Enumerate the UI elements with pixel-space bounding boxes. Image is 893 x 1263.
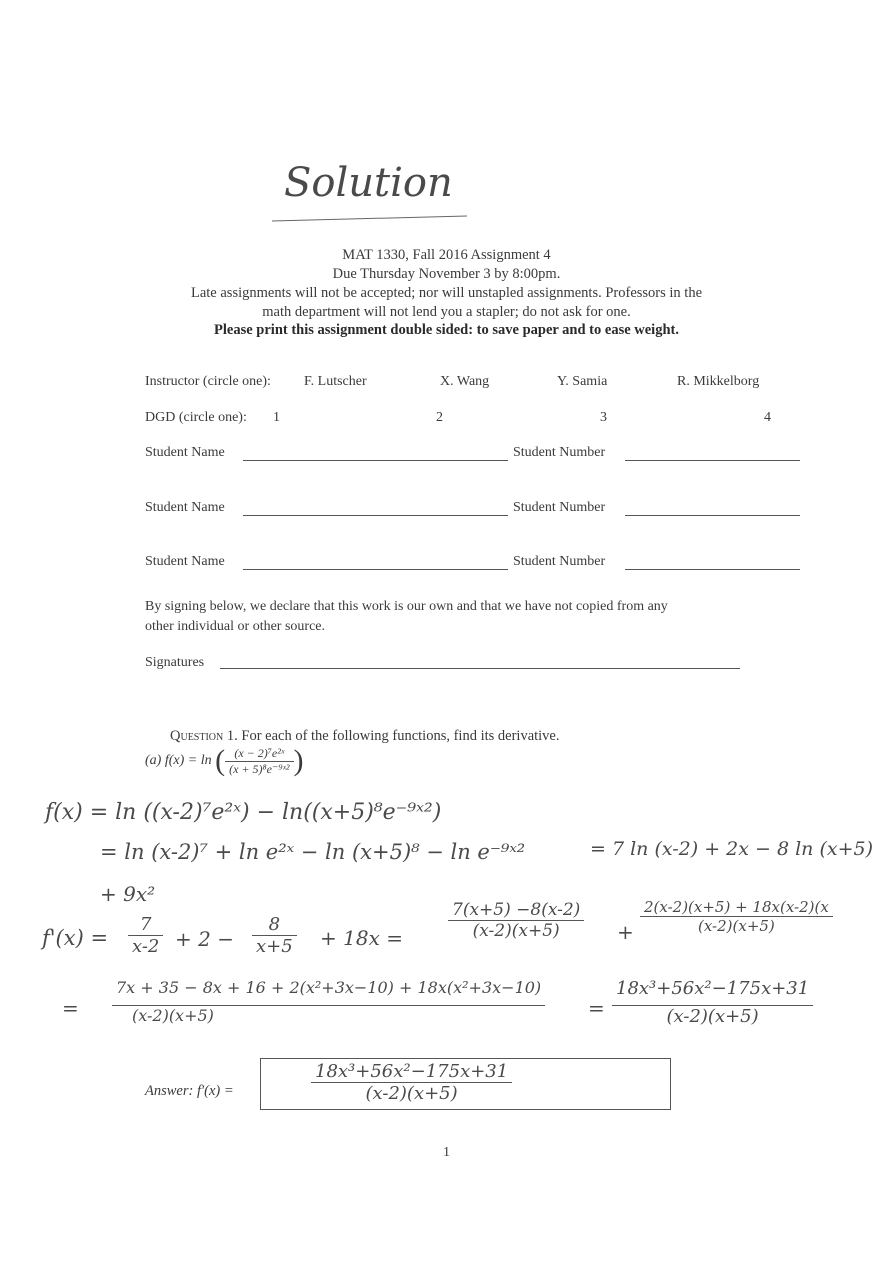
work-line-1: f(x) = ln ((x-2)⁷e²ˣ) − ln((x+5)⁸e⁻⁹ˣ²): [45, 800, 442, 825]
student-number-field[interactable]: [625, 569, 800, 570]
work-line-5-eq: =: [62, 996, 79, 1020]
instructor-option[interactable]: F. Lutscher: [304, 374, 367, 389]
student-number-label: Student Number: [513, 445, 606, 460]
question-text: For each of the following functions, find its derivative.: [241, 728, 560, 744]
answer-num: 18x³+56x²−175x+31: [311, 1061, 512, 1083]
work-line-4-fraction1: [448, 900, 584, 941]
student-name-label: Student Name: [145, 445, 225, 460]
term1-num: 7: [128, 914, 163, 936]
page-number: 1: [443, 1145, 450, 1160]
instructor-option[interactable]: R. Mikkelborg: [677, 374, 760, 389]
part-a-numerator: (x − 2)⁷e²ˣ: [225, 746, 293, 762]
term1-den: x-2: [132, 936, 160, 957]
part-a-fraction: [225, 746, 293, 777]
answer-content: [311, 1061, 512, 1104]
work-line-5-eq2: =: [588, 996, 605, 1020]
declaration-line-1: By signing below, we declare that this work is our own and that we have not copied from any: [145, 599, 668, 614]
declaration-line-2: other individual or other source.: [145, 619, 326, 634]
signatures-field[interactable]: [220, 668, 740, 669]
line5-result-den: (x-2)(x+5): [666, 1006, 759, 1027]
question-label: Question 1.: [170, 728, 238, 744]
answer-box[interactable]: [260, 1058, 671, 1110]
instructor-label: Instructor (circle one):: [145, 374, 271, 389]
work-line-4-term3: + 18x =: [320, 926, 403, 950]
student-number-field[interactable]: [625, 460, 800, 461]
work-line-5-fraction: [112, 978, 545, 1025]
part-a-denominator: (x + 5)⁸e⁻⁹ˣ²: [229, 761, 290, 776]
instructor-option[interactable]: X. Wang: [440, 374, 490, 389]
part-a-label: (a) f(x) = ln: [145, 753, 212, 768]
work-line-4-fraction2: [640, 898, 893, 935]
print-note: Please print this assignment double sided: to save paper and to ease weight.: [214, 322, 679, 338]
fraction1-den: (x-2)(x+5): [472, 921, 560, 941]
student-number-field[interactable]: [625, 515, 800, 516]
work-line-3: + 9x²: [100, 882, 156, 906]
line5-result-num: 18x³+56x²−175x+31: [612, 978, 813, 1006]
student-number-label: Student Number: [513, 500, 606, 515]
part-a: (a) f(x) = ln ( $\frac{\text{(x − 2)⁷e²ˣ}}{\text{(x + 5)⁸e⁻⁹ˣ²}}$ ): [145, 744, 304, 777]
student-name-label: Student Name: [145, 554, 225, 569]
work-line-4-lhs: f'(x) =: [42, 926, 109, 950]
work-line-4-plus: +: [617, 920, 634, 944]
line5-den: (x-2)(x+5): [132, 1006, 214, 1025]
student-number-label: Student Number: [513, 554, 606, 569]
answer-label: Answer: f′(x) =: [145, 1083, 234, 1099]
fraction2-den: (x-2)(x+5): [698, 917, 775, 935]
handwritten-title: Solution: [284, 160, 453, 206]
work-line-4-plus2: + 2 −: [175, 927, 234, 951]
student-name-field[interactable]: [243, 460, 508, 461]
instructor-option[interactable]: Y. Samia: [557, 374, 608, 389]
dgd-option[interactable]: 3: [600, 410, 607, 425]
late-line-1: Late assignments will not be accepted; nor will unstapled assignments. Professors in the: [190, 285, 703, 301]
student-name-field[interactable]: [243, 569, 508, 570]
student-name-field[interactable]: [243, 515, 508, 516]
late-line-2: math department will not lend you a stapler; do not ask for one.: [262, 304, 631, 320]
fraction2-num: 2(x-2)(x+5) + 18x(x-2)(x: [640, 898, 833, 917]
due-line: Due Thursday November 3 by 8:00pm.: [332, 266, 561, 282]
work-line-4-term1: [128, 914, 163, 957]
term2-num: 8: [252, 914, 297, 936]
student-name-label: Student Name: [145, 500, 225, 515]
line5-num: 7x + 35 − 8x + 16 + 2(x²+3x−10) + 18x(x²+3x−10): [112, 978, 545, 1006]
work-line-5-result: [612, 978, 813, 1027]
course-line: MAT 1330, Fall 2016 Assignment 4: [342, 247, 551, 263]
fraction1-num: 7(x+5) −8(x-2): [448, 900, 584, 921]
dgd-option[interactable]: 1: [273, 410, 280, 425]
signatures-label: Signatures: [145, 655, 205, 670]
dgd-option[interactable]: 2: [436, 410, 443, 425]
answer-den: (x-2)(x+5): [365, 1083, 458, 1104]
question-heading: [170, 728, 560, 745]
work-line-4-term2: [252, 914, 297, 957]
work-line-2: = ln (x-2)⁷ + ln e²ˣ − ln (x+5)⁸ − ln e⁻⁹ˣ²: [100, 840, 526, 864]
dgd-label: DGD (circle one):: [145, 410, 247, 425]
title-underline: [272, 215, 467, 221]
work-line-2b: = 7 ln (x-2) + 2x − 8 ln (x+5): [590, 838, 873, 860]
term2-den: x+5: [256, 936, 293, 957]
dgd-option[interactable]: 4: [764, 410, 771, 425]
